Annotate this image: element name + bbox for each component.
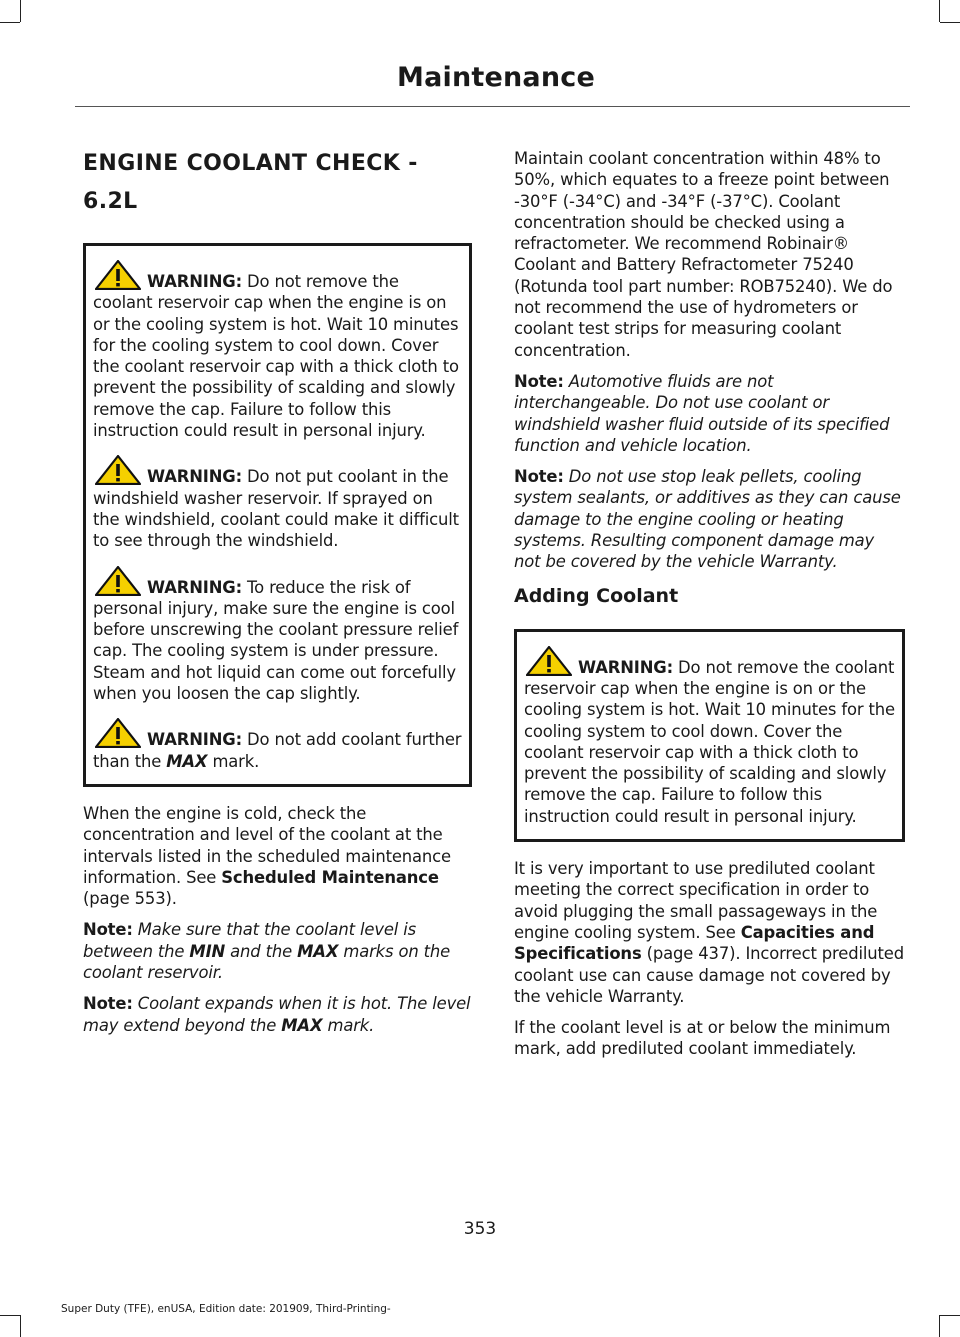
warning-label: WARNING: bbox=[578, 657, 673, 677]
warning-label: WARNING: bbox=[147, 577, 242, 597]
left-column bbox=[83, 145, 472, 1046]
crop-mark bbox=[939, 1315, 940, 1337]
page-number: 353 bbox=[463, 1219, 497, 1239]
warning-label: WARNING: bbox=[147, 467, 242, 487]
warning-triangle-icon bbox=[526, 646, 572, 676]
check-paragraph bbox=[83, 803, 472, 909]
warning-text: Do not remove the coolant reservoir cap when the engine is on or the cooling system is hot. Wait 10 minutes for the cooling system to cool down. Cover the coolant reservoir cap with a thick cloth to prevent the possibility of scalding and slowly remove the cap. Failure to follow this instruction could result in personal injury. bbox=[93, 272, 459, 441]
note-label: Note: bbox=[83, 920, 133, 940]
footer-edition: Super Duty (TFE), enUSA, Edition date: 201909, Third-Printing- bbox=[61, 1303, 391, 1315]
warning-triangle-icon bbox=[95, 718, 141, 748]
page-header-title: Maintenance bbox=[397, 62, 595, 93]
section-title: ENGINE COOLANT CHECK - 6.2L bbox=[83, 151, 418, 214]
capacities-specifications-link[interactable]: Capacities and Specifications bbox=[514, 922, 875, 964]
warning-label: WARNING: bbox=[147, 272, 242, 291]
warning-triangle-icon bbox=[95, 566, 141, 596]
warning-item bbox=[93, 260, 462, 441]
note-label: Note: bbox=[83, 994, 133, 1014]
warning-text: To reduce the risk of personal injury, make sure the engine is cool before unscrewing the coolant pressure relief cap. The cooling system is under pressure. Steam and hot liquid can come out forcefully when you loosen the cap slightly. bbox=[93, 577, 459, 704]
note-text: marks on the coolant reservoir. bbox=[83, 941, 451, 983]
note-text: and the bbox=[225, 941, 298, 961]
warning-box bbox=[83, 243, 472, 787]
note bbox=[83, 993, 472, 1036]
scheduled-maintenance-link[interactable]: Scheduled Maintenance bbox=[221, 867, 439, 887]
warning-item bbox=[524, 646, 895, 827]
paragraph-text: It is very important to use prediluted coolant meeting the correct specification in order to avoid plugging the small passageways in the engine cooling system. See bbox=[514, 859, 878, 942]
warning-text: Do not remove the coolant reservoir cap when the engine is on or the cooling system is hot. Wait 10 minutes for the cooling system to cool down. Cover the coolant reservoir cap with a thick cloth to prevent the possibility of scalding and slowly remove the cap. Failure to follow this instruction could result in personal injury. bbox=[524, 657, 895, 826]
prediluted-paragraph bbox=[514, 858, 905, 1007]
warning-label: WARNING: bbox=[147, 730, 242, 750]
crop-mark bbox=[20, 1315, 21, 1337]
crop-mark bbox=[20, 0, 21, 22]
crop-mark bbox=[940, 1315, 960, 1316]
subsection-title: Adding Coolant bbox=[514, 584, 679, 607]
crop-mark bbox=[939, 0, 940, 22]
crop-mark bbox=[940, 22, 960, 23]
crop-mark bbox=[0, 22, 20, 23]
min-mark-emphasis: MIN bbox=[189, 941, 226, 961]
warning-text: Do not add coolant further than the bbox=[93, 730, 462, 771]
max-mark-emphasis: MAX bbox=[297, 941, 339, 961]
paragraph-text: When the engine is cold, check the concentration and level of the coolant at the intervals listed in the scheduled maintenance information. See bbox=[83, 803, 451, 887]
note-text: mark. bbox=[322, 1015, 375, 1035]
note-label: Note: bbox=[514, 371, 564, 391]
concentration-paragraph: Maintain coolant concentration within 48% to 50%, which equates to a freeze point between -30°F (-34°C) and -34°F (-37°C). Coolant concentration should be checked using a refractometer. We recommend Robinair® Coolant and Battery Refractometer 75240 (Rotunda tool part number: ROB75240). We do not recommend the use of hydrometers or coolant test strips for measuring coolant concentration. bbox=[514, 149, 893, 360]
low-level-paragraph: If the coolant level is at or below the minimum mark, add prediluted coolant immediately. bbox=[514, 1018, 891, 1059]
note-text: Make sure that the coolant level is between the bbox=[83, 920, 417, 961]
note-text: Do not use stop leak pellets, cooling system sealants, or additives as they can cause damage to the engine cooling or heating systems. Resulting component damage may not be covered by the vehicle Warranty. bbox=[514, 467, 901, 572]
page-ref: (page 553). bbox=[83, 889, 177, 909]
note bbox=[514, 371, 905, 456]
right-column bbox=[514, 148, 905, 1070]
note-text: Automotive fluids are not interchangeable. Do not use coolant or windshield washer fluid outside of its specified function and vehicle location. bbox=[514, 371, 890, 455]
warning-item bbox=[93, 455, 462, 551]
warning-triangle-icon bbox=[95, 455, 141, 485]
warning-text: Do not put coolant in the windshield washer reservoir. If sprayed on the windshield, coolant could make it difficult to see through the windshield. bbox=[93, 467, 459, 551]
warning-item bbox=[93, 718, 462, 772]
max-mark-emphasis: MAX bbox=[166, 751, 208, 771]
note bbox=[83, 919, 472, 983]
max-mark-emphasis: MAX bbox=[281, 1015, 323, 1035]
warning-item bbox=[93, 566, 462, 705]
warning-text-end: mark. bbox=[207, 751, 260, 771]
note-text: Coolant expands when it is hot. The level may extend beyond the bbox=[83, 994, 471, 1035]
page-ref: (page 437). Incorrect prediluted coolant use can cause damage not covered by the vehicle Warranty. bbox=[514, 944, 904, 1006]
warning-box bbox=[514, 629, 905, 842]
note bbox=[514, 466, 905, 572]
header-divider bbox=[75, 106, 910, 107]
crop-mark bbox=[0, 1315, 20, 1316]
warning-triangle-icon bbox=[95, 260, 141, 290]
note-label: Note: bbox=[514, 467, 564, 487]
